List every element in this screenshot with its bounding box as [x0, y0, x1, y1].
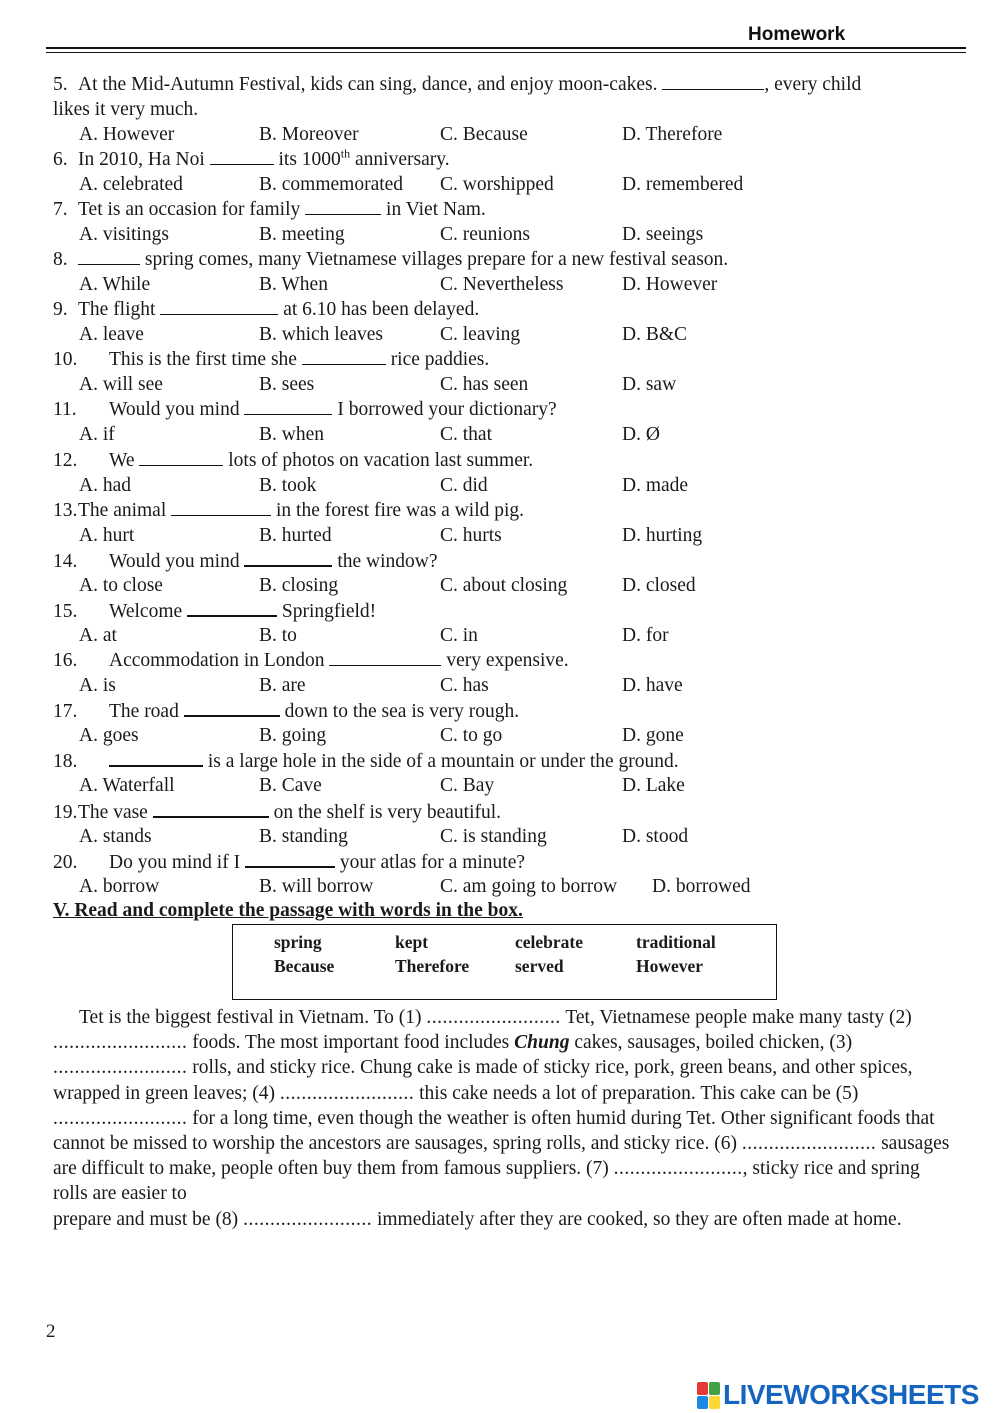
brand-logo-icon [697, 1382, 719, 1408]
word-box-item[interactable]: Therefore [395, 956, 470, 976]
answer-blank[interactable] [662, 72, 764, 90]
question-13: 13.The animal in the forest fire was a wild pig. [53, 500, 525, 521]
option-b[interactable]: B. Moreover [259, 124, 359, 145]
option-a[interactable]: A. hurt [79, 525, 135, 546]
answer-blank[interactable] [210, 147, 274, 165]
gap-8-blank[interactable]: ........................ [243, 1208, 373, 1230]
option-b[interactable]: B. standing [259, 826, 348, 847]
option-d[interactable]: D. remembered [622, 174, 744, 195]
option-d[interactable]: D. B&C [622, 324, 688, 345]
option-c[interactable]: C. that [440, 424, 492, 445]
word-box-item[interactable]: traditional [636, 932, 716, 952]
header-rule-thin [46, 52, 966, 53]
question-number: 5. [53, 74, 68, 95]
option-c[interactable]: C. did [440, 475, 488, 496]
option-b[interactable]: B. When [259, 274, 328, 295]
question-19: 19.The vase on the shelf is very beautiful. [53, 799, 501, 825]
option-a[interactable]: A. Waterfall [79, 775, 175, 796]
question-7: 7. Tet is an occasion for family in Viet Nam. [53, 199, 486, 220]
option-a[interactable]: A. if [79, 424, 115, 445]
question-14: 14. Would you mind the window? [53, 548, 438, 574]
word-box [232, 924, 777, 1000]
option-d[interactable]: D. Therefore [622, 124, 723, 145]
gap-7-number: (7) [586, 1158, 609, 1180]
option-d[interactable]: D. have [622, 675, 683, 696]
option-b[interactable]: B. hurted [259, 525, 332, 546]
chung-word: Chung [514, 1032, 570, 1054]
option-b[interactable]: B. meeting [259, 224, 345, 245]
option-d[interactable]: D. Lake [622, 775, 685, 796]
question-15: 15. Welcome Springfield! [53, 598, 376, 624]
word-box-item[interactable]: celebrate [515, 932, 584, 952]
option-c[interactable]: C. reunions [440, 224, 530, 245]
question-11: 11. Would you mind I borrowed your dictionary? [53, 399, 557, 420]
question-number: 11. [53, 399, 77, 420]
option-d[interactable]: D. Ø [622, 424, 660, 445]
option-c[interactable]: C. Because [440, 124, 528, 145]
option-b[interactable]: B. closing [259, 575, 339, 596]
option-b[interactable]: B. going [259, 725, 327, 746]
answer-blank[interactable] [184, 698, 280, 717]
option-d[interactable]: D. hurting [622, 525, 703, 546]
option-c[interactable]: C. am going to borrow [440, 876, 618, 897]
question-number: 9. [53, 299, 68, 320]
option-a[interactable]: A. leave [79, 324, 144, 345]
option-a[interactable]: A. visitings [79, 224, 169, 245]
answer-blank[interactable] [171, 498, 271, 516]
option-a[interactable]: A. at [79, 625, 117, 646]
section-v-title: V. Read and complete the passage with words in the box. [53, 900, 523, 921]
question-8: 8. spring comes, many Vietnamese villages prepare for a new festival season. [53, 249, 729, 270]
option-c[interactable]: C. about closing [440, 575, 568, 596]
gap-5-blank[interactable]: ......................... [53, 1107, 188, 1129]
gap-4-blank[interactable]: ......................... [279, 1082, 415, 1104]
question-9: 9. The flight at 6.10 has been delayed. [53, 299, 480, 320]
option-b[interactable]: B. when [259, 424, 324, 445]
answer-blank[interactable] [109, 748, 203, 767]
word-box-item[interactable]: However [636, 956, 704, 976]
question-number: 18. [53, 751, 78, 772]
word-box-item[interactable]: Because [274, 956, 335, 976]
gap-2-blank[interactable]: ......................... [53, 1032, 188, 1054]
passage-text: Tet is the biggest festival in Vietnam. To (1) ......................... Tet, Vietnamese people make many tasty (2) ......................... foods. The most important food includes Chung cakes, sausages, boiled chicken, (3) ......................... rolls, and sticky rice. Chung cake is made of sticky rice, pork, green beans, and other spices, wrapped in green leaves; (4) ......................... this cake needs a lot of preparation. This cake can be (5) ......................... for a long time, even though the weather is often humid during Tet. Other significant foods that cannot be missed to worship the ancestors are sausages, spring rolls, and sticky rice. (6) ......................... sausages are difficult to make, people often buy them from famous suppliers. (7) ........................, sticky rice and spring rolls are easier to prepare and must be (8) ........................ immediately after they are cooked, so they are often made at home. [53, 1007, 950, 1230]
word-box-item[interactable]: kept [395, 932, 429, 952]
option-b[interactable]: B. to [259, 625, 297, 646]
question-number: 13. [53, 500, 78, 521]
question-number: 12. [53, 450, 78, 471]
answer-blank[interactable] [139, 448, 223, 466]
question-number: 14. [53, 551, 78, 572]
option-d[interactable]: D. However [622, 274, 718, 295]
option-a[interactable]: A. However [79, 124, 175, 145]
option-d[interactable]: D. closed [622, 575, 696, 596]
option-d[interactable]: D. made [622, 475, 689, 496]
option-a[interactable]: A. stands [79, 826, 152, 847]
option-d[interactable]: D. borrowed [652, 876, 751, 897]
option-b[interactable]: B. will borrow [259, 876, 374, 897]
option-c[interactable]: C. has [440, 675, 489, 696]
question-16: 16. Accommodation in London very expensive. [53, 650, 569, 671]
question-number: 10. [53, 349, 78, 370]
option-a[interactable]: A. goes [79, 725, 139, 746]
gap-1-blank[interactable]: ......................... [426, 1007, 561, 1028]
answer-blank[interactable] [305, 197, 381, 215]
question-10: 10. This is the first time she rice paddies. [53, 349, 490, 370]
answer-blank[interactable] [187, 598, 277, 617]
option-d[interactable]: D. gone [622, 725, 684, 746]
option-a[interactable]: A. had [79, 475, 131, 496]
option-b[interactable]: B. are [259, 675, 306, 696]
answer-blank[interactable] [160, 297, 278, 315]
question-number: 19. [53, 802, 78, 823]
option-b[interactable]: B. commemorated [259, 174, 404, 195]
page-number: 2 [46, 1321, 56, 1342]
option-c[interactable]: C. Bay [440, 775, 495, 796]
gap-3-number: (3) [829, 1032, 853, 1054]
gap-8-number: (8) [215, 1208, 239, 1230]
option-c[interactable]: C. hurts [440, 525, 502, 546]
question-12: 12. We lots of photos on vacation last summer. [53, 450, 534, 471]
option-b[interactable]: B. Cave [259, 775, 322, 796]
option-c[interactable]: C. is standing [440, 826, 547, 847]
gap-4-number: (4) [252, 1082, 275, 1104]
question-number: 16. [53, 650, 78, 671]
option-d[interactable]: D. seeings [622, 224, 704, 245]
gap-1-number: (1) [398, 1007, 422, 1028]
answer-blank[interactable] [302, 347, 386, 365]
gap-5-number: (5) [835, 1082, 859, 1104]
option-d[interactable]: D. saw [622, 374, 677, 395]
answer-blank[interactable] [244, 397, 332, 415]
answer-blank[interactable] [244, 548, 332, 567]
question-number: 15. [53, 601, 78, 622]
option-b[interactable]: B. which leaves [259, 324, 384, 345]
option-d[interactable]: D. stood [622, 826, 689, 847]
option-a[interactable]: A. borrow [79, 876, 160, 897]
header-title: Homework [748, 24, 846, 45]
question-18: 18. is a large hole in the side of a mountain or under the ground. [53, 748, 679, 774]
question-continuation: likes it very much. [53, 99, 199, 120]
question-number: 8. [53, 249, 68, 270]
answer-blank[interactable] [245, 849, 335, 868]
option-d[interactable]: D. for [622, 625, 669, 646]
question-5: 5. At the Mid-Autumn Festival, kids can sing, dance, and enjoy moon-cakes. , every child [53, 74, 862, 95]
option-a[interactable]: A. While [79, 274, 151, 295]
gap-3-blank[interactable]: ......................... [53, 1057, 188, 1079]
option-a[interactable]: A. is [79, 675, 116, 696]
question-number: 6. [53, 149, 68, 170]
gap-7-blank[interactable]: ........................ [613, 1158, 743, 1180]
option-c[interactable]: C. to go [440, 725, 503, 746]
question-6: 6. In 2010, Ha Noi its 1000th anniversary. [53, 146, 450, 170]
brand-name: LIVEWORKSHEETS [723, 1379, 979, 1410]
option-a[interactable]: A. celebrated [79, 174, 183, 195]
option-c[interactable]: C. worshipped [440, 174, 554, 195]
gap-6-blank[interactable]: ......................... [741, 1133, 877, 1155]
option-b[interactable]: B. sees [259, 374, 315, 395]
liveworksheets-logo [697, 1378, 979, 1412]
word-box-item[interactable]: spring [274, 932, 322, 952]
header-rule-thick [46, 47, 966, 49]
option-c[interactable]: C. leaving [440, 324, 521, 345]
answer-blank[interactable] [329, 648, 441, 666]
gap-2-number: (2) [888, 1007, 912, 1028]
word-box-item[interactable]: served [515, 956, 564, 976]
answer-blank[interactable] [78, 247, 140, 265]
reading-passage [53, 1005, 953, 1232]
gap-6-number: (6) [714, 1133, 737, 1155]
answer-blank[interactable] [153, 799, 269, 818]
question-number: 17. [53, 701, 78, 722]
option-c[interactable]: C. in [440, 625, 478, 646]
option-c[interactable]: C. has seen [440, 374, 529, 395]
option-b[interactable]: B. took [259, 475, 317, 496]
question-20: 20. Do you mind if I your atlas for a minute? [53, 849, 525, 875]
question-number: 7. [53, 199, 68, 220]
question-number: 20. [53, 852, 78, 873]
option-a[interactable]: A. to close [79, 575, 163, 596]
option-c[interactable]: C. Nevertheless [440, 274, 564, 295]
option-a[interactable]: A. will see [79, 374, 163, 395]
question-17: 17. The road down to the sea is very rough. [53, 698, 519, 724]
